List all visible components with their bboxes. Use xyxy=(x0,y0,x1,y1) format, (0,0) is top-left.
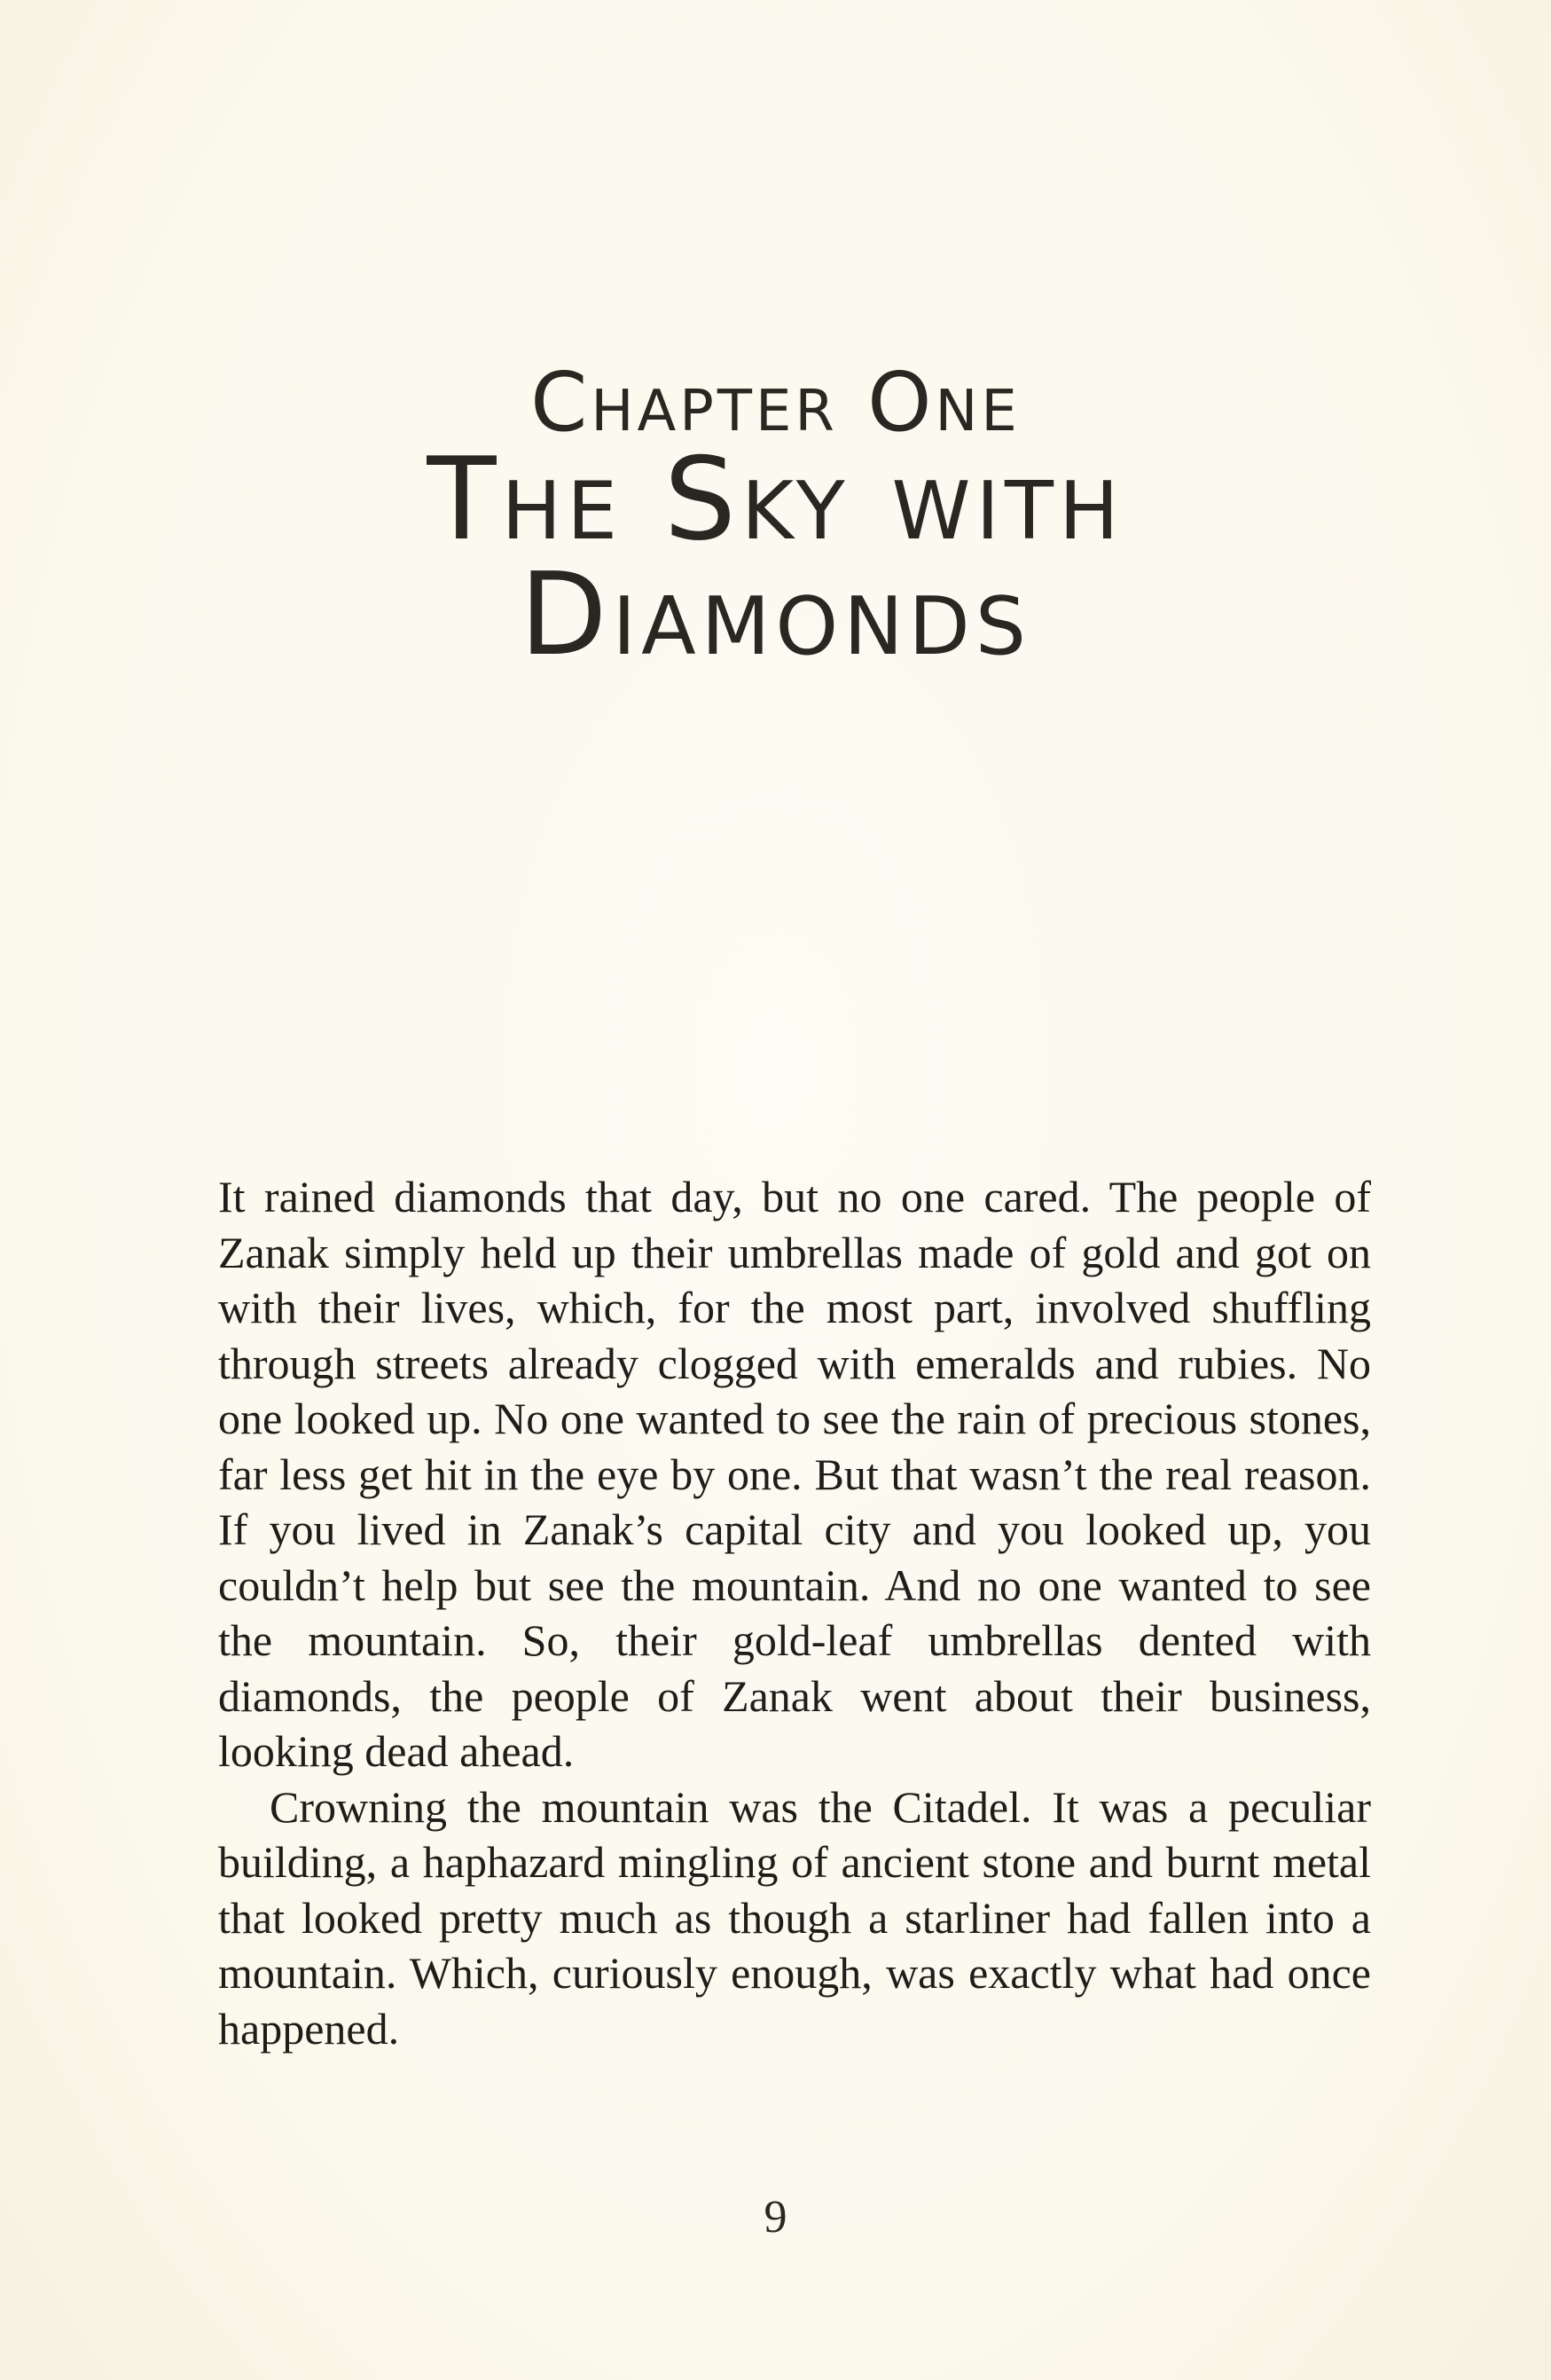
chapter-title-line-2: Diamonds xyxy=(520,549,1031,681)
paragraph-1: It rained diamonds that day, but no one cared. The people of Zanak simply held up their umbrellas made of gold and got on with their lives, which, for the most part, involved shuffling through streets already clogged with emeralds and rubies. No one looked up. No one wanted to see the rain of precious stones, far less get hit in the eye by one. But that wasn’t the real reason. If you lived in Zanak’s capital city and you looked up, you couldn’t help but see the mountain. And no one wanted to see the mountain. So, their gold-leaf umbrellas dented with diamonds, the people of Zanak went about their business, looking dead ahead. xyxy=(218,1172,1371,1776)
chapter-body xyxy=(218,1169,1371,2056)
chapter-label: Chapter One xyxy=(530,355,1021,450)
paragraph-2: Crowning the mountain was the Citadel. It was a peculiar building, a haphazard mingling of ancient stone and burnt metal that looked pretty much as though a starliner had fallen into a mountain. Which, curiously enough, was exactly what had once happened. xyxy=(218,1781,1371,2054)
chapter-title-line-1: The Sky with xyxy=(427,434,1124,566)
page-number: 9 xyxy=(764,2192,787,2243)
